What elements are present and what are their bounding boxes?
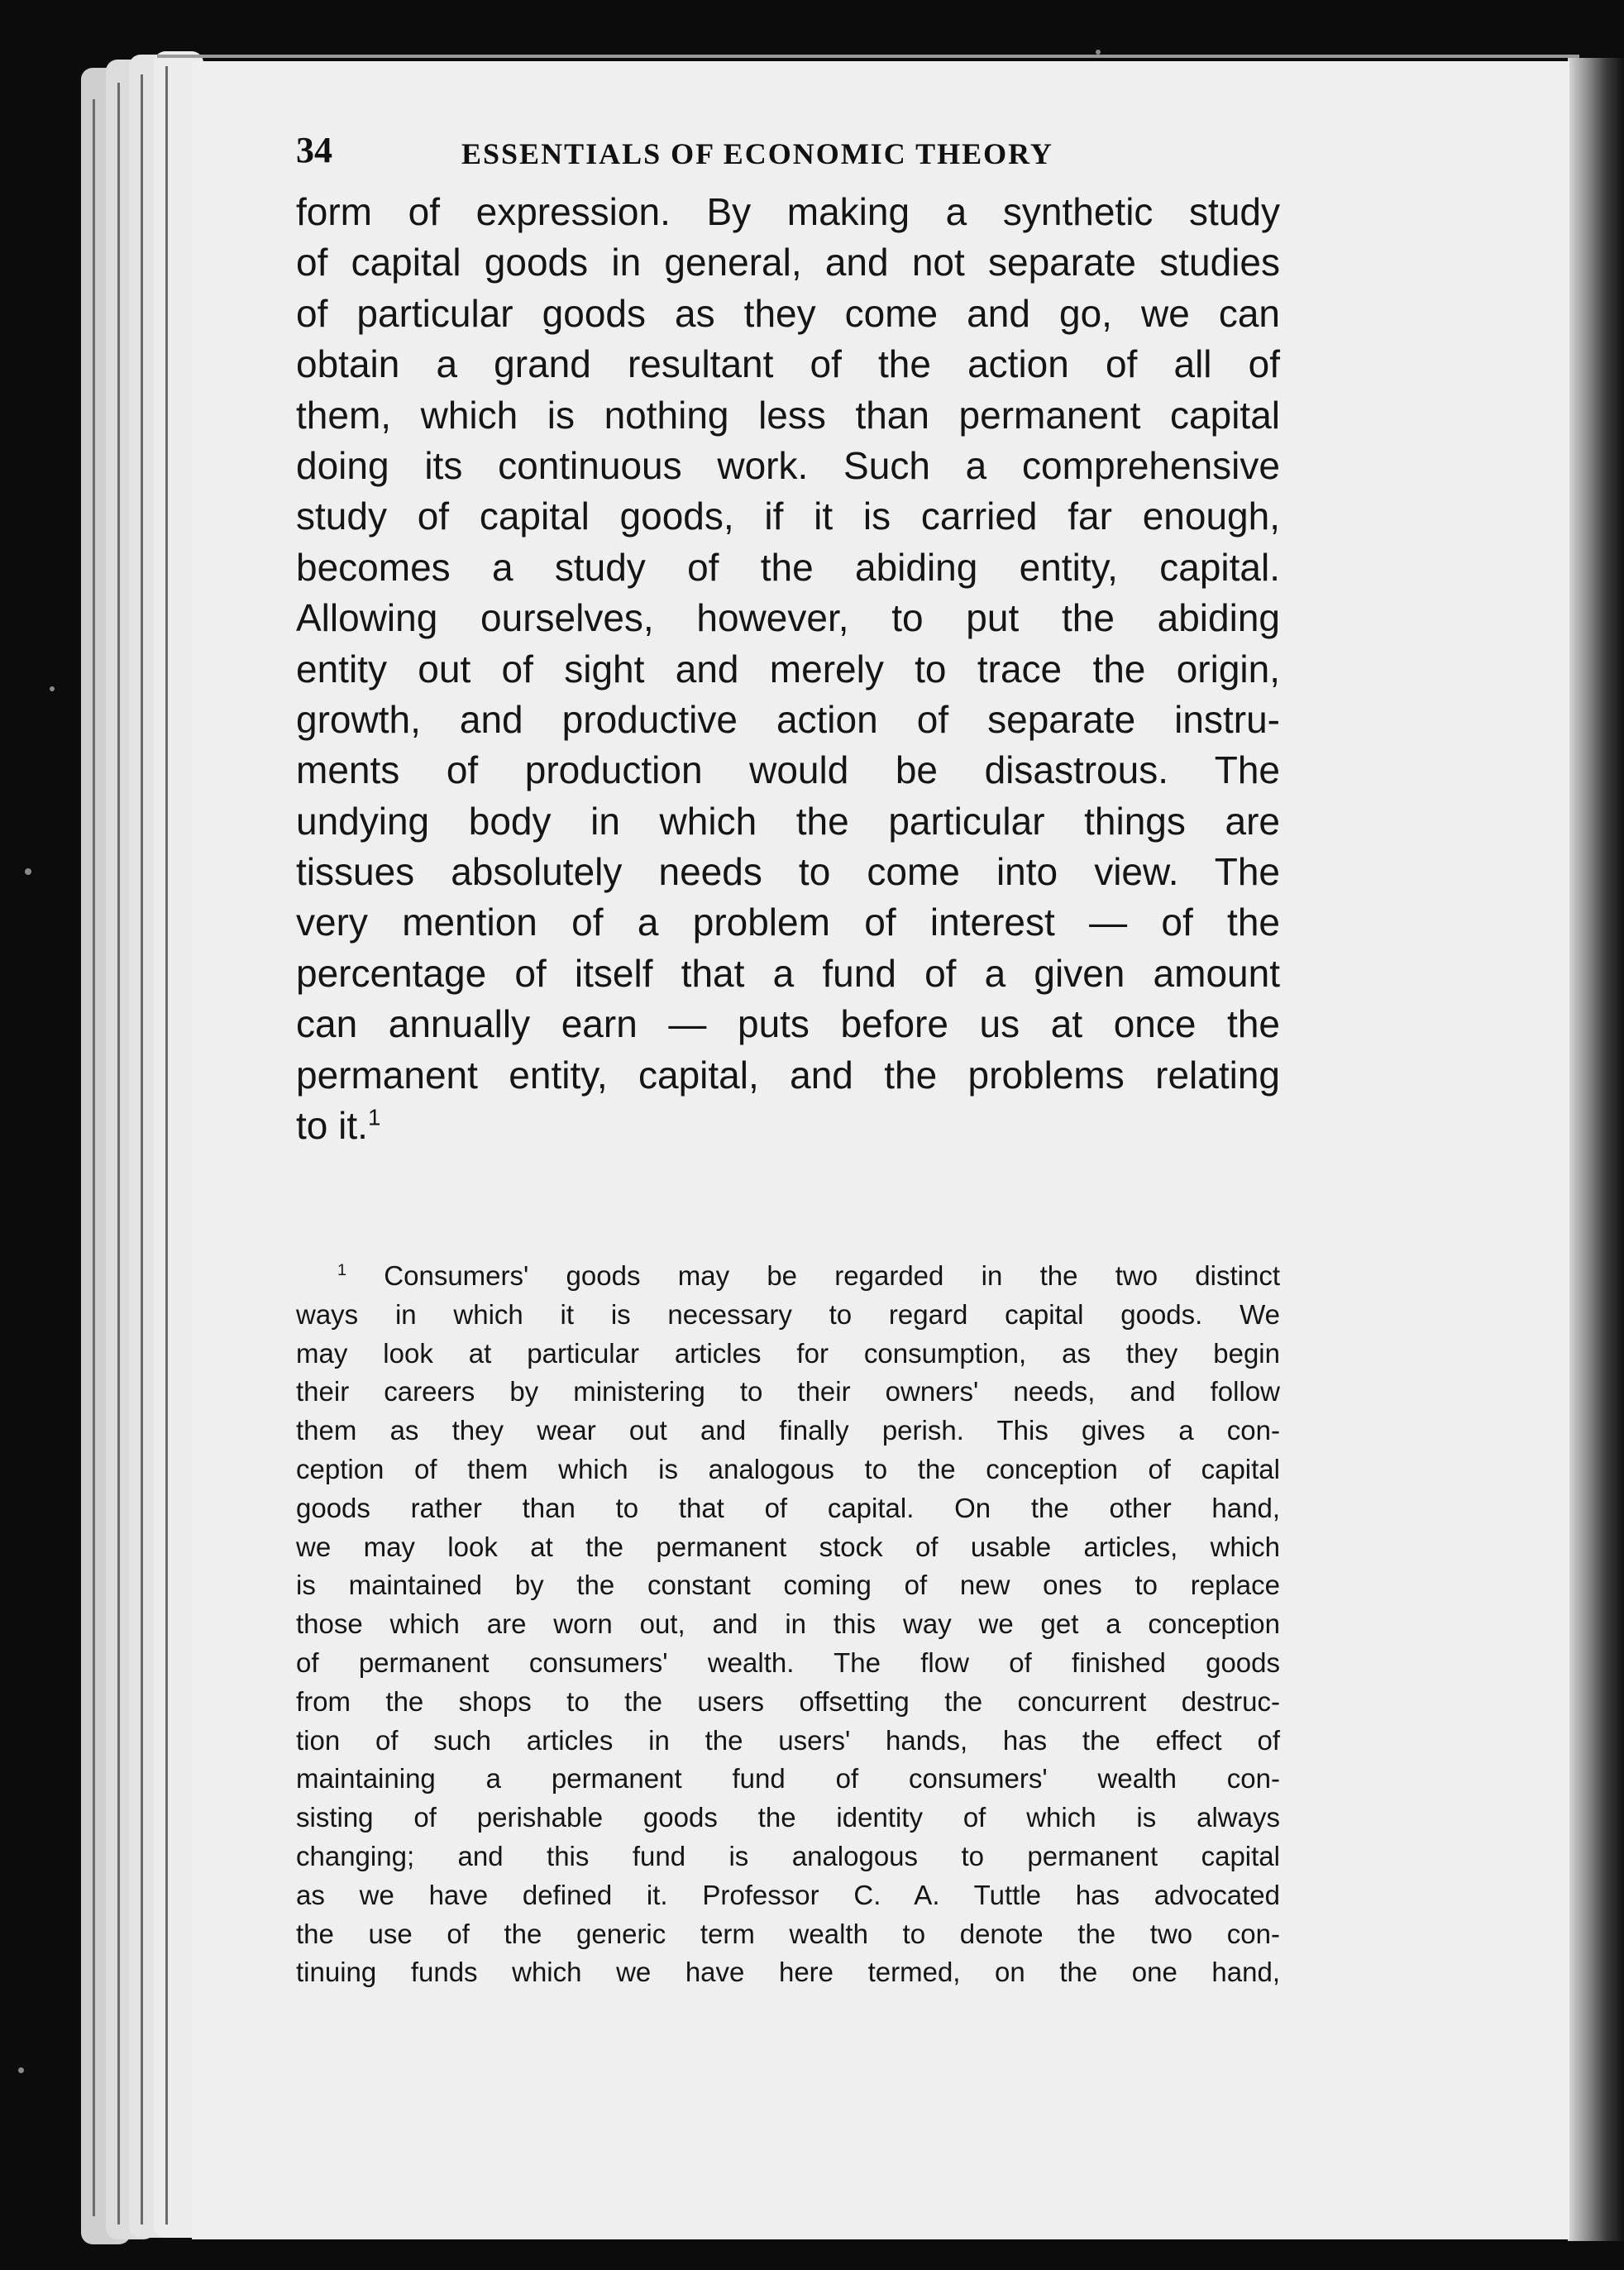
footnote-line: ception of them which is analogous to the conception of capital — [296, 1453, 1280, 1484]
scan-speck — [25, 868, 31, 875]
footnote-line: of permanent consumers' wealth. The flow of finished goods — [296, 1646, 1280, 1678]
text-line: study of capital goods, if it is carried far enough, — [296, 495, 1280, 538]
text-line: percentage of itself that a fund of a given amount — [296, 951, 1280, 995]
scan-speck — [18, 2067, 24, 2073]
text-line: doing its continuous work. Such a comprehensive — [296, 443, 1280, 487]
footnote-line: those which are worn out, and in this way we get a conception — [296, 1608, 1280, 1640]
page-edge-line — [165, 66, 168, 2225]
footnote-line: is maintained by the constant coming of new ones to replace — [296, 1570, 1280, 1601]
page-edge-line — [93, 99, 95, 2216]
text-line: ments of production would be disastrous. The — [296, 748, 1280, 792]
page-edge-line — [117, 83, 120, 2225]
text-line: permanent entity, capital, and the problems relating — [296, 1053, 1280, 1097]
footnote-line: tinuing funds which we have here termed, on the one hand, — [296, 1957, 1280, 1988]
footnote-line: changing; and this fund is analogous to permanent capital — [296, 1840, 1280, 1871]
page-number: 34 — [296, 130, 332, 170]
text-line: undying body in which the particular things are — [296, 799, 1280, 843]
footnote-line: as we have defined it. Professor C. A. Tuttle has advocated — [296, 1879, 1280, 1910]
footnote-line: them as they wear out and finally perish. This gives a con- — [296, 1415, 1280, 1446]
footnote-line: their careers by ministering to their owners' needs, and follow — [296, 1376, 1280, 1407]
footnote-line: tion of such articles in the users' hands, has the effect of — [296, 1724, 1280, 1756]
text-line: them, which is nothing less than permanent capital — [296, 393, 1280, 437]
footnote-line: maintaining a permanent fund of consumers' wealth con- — [296, 1763, 1280, 1794]
text-line: can annually earn — puts before us at once the — [296, 1002, 1280, 1046]
text-line: tissues absolutely needs to come into view. The — [296, 850, 1280, 894]
main-text — [296, 187, 1280, 1151]
scan-speck — [1096, 50, 1101, 55]
footnote-line: goods rather than to that of capital. On the other hand, — [296, 1492, 1280, 1523]
text-line: of capital goods in general, and not separate studies — [296, 241, 1280, 284]
page-edge-line — [141, 74, 143, 2225]
footnote-line: ways in which it is necessary to regard capital goods. We — [296, 1298, 1280, 1330]
text-line: very mention of a problem of interest — of the — [296, 901, 1280, 944]
footnote — [296, 1257, 1280, 1992]
text-line: form of expression. By making a synthetic study — [296, 190, 1280, 233]
text-line: of particular goods as they come and go, we can — [296, 291, 1280, 335]
footnote-line: from the shops to the users offsetting the concurrent destruc- — [296, 1685, 1280, 1717]
footnote-line: sisting of perishable goods the identity of which is always — [296, 1802, 1280, 1833]
footnote-line: may look at particular articles for consumption, as they begin — [296, 1337, 1280, 1369]
top-rule — [157, 55, 1579, 58]
text-line: Allowing ourselves, however, to put the abiding — [296, 596, 1280, 640]
page-header — [296, 124, 1280, 177]
text-line: entity out of sight and merely to trace the origin, — [296, 647, 1280, 691]
text-line-last — [296, 1101, 1280, 1151]
footnote-marker: 1 — [337, 1261, 347, 1279]
scan-speck — [50, 686, 55, 691]
text-line: growth, and productive action of separate instru- — [296, 697, 1280, 741]
footnote-line: the use of the generic term wealth to denote the two con- — [296, 1918, 1280, 1949]
footnote-line: we may look at the permanent stock of usable articles, which — [296, 1531, 1280, 1562]
binding-shadow — [1568, 58, 1624, 2241]
text-line: to it. — [296, 1104, 368, 1148]
footnote-line: Consumers' goods may be regarded in the two distinct — [384, 1260, 1281, 1291]
footnote-reference: 1 — [367, 1104, 381, 1130]
running-head: ESSENTIALS OF ECONOMIC THEORY — [461, 137, 1053, 170]
footnote-line-first — [296, 1257, 1280, 1296]
text-line: obtain a grand resultant of the action of all of — [296, 342, 1280, 386]
text-line: becomes a study of the abiding entity, capital. — [296, 545, 1280, 589]
